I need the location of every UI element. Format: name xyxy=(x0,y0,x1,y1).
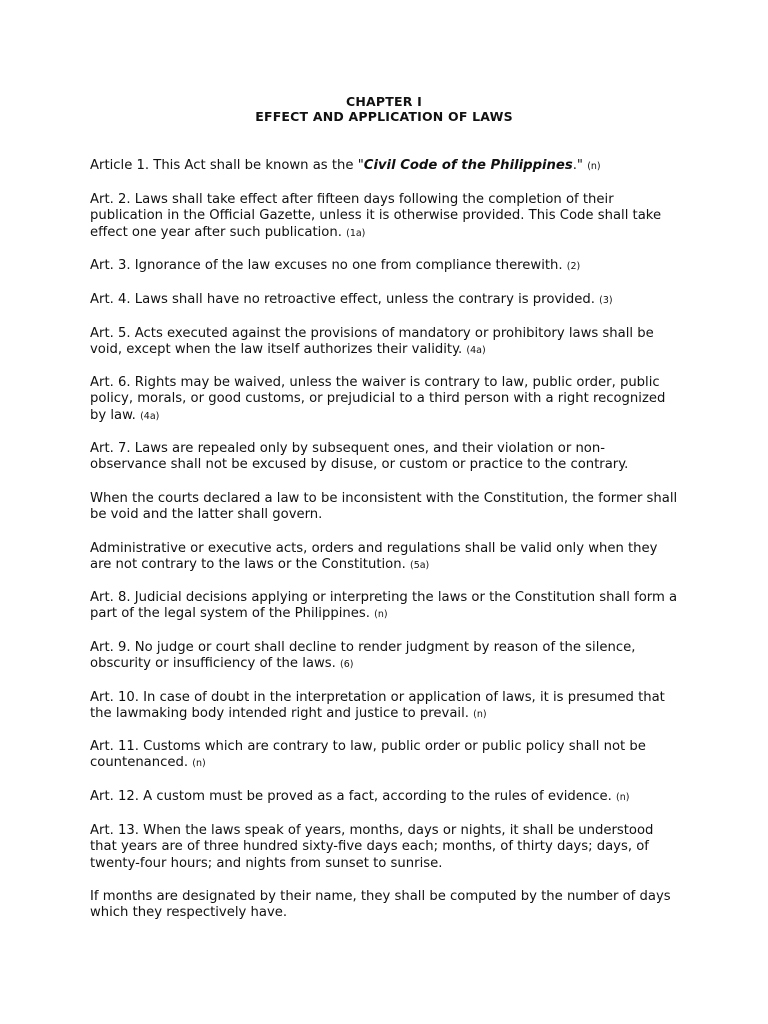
article-4 xyxy=(90,292,680,309)
article-4-text: Art. 4. Laws shall have no retroactive effect, unless the contrary is provided. xyxy=(90,292,595,307)
source-note: (4a) xyxy=(140,410,160,422)
article-13-paragraph-2 xyxy=(90,889,680,922)
article-8 xyxy=(90,590,680,624)
article-9-text: Art. 9. No judge or court shall decline to render judgment by reason of the silence, obscurity or insufficiency of the laws. xyxy=(90,640,636,672)
source-note: (3) xyxy=(599,295,613,306)
article-1-text-end: ." xyxy=(572,158,583,173)
article-10-text: Art. 10. In case of doubt in the interpretation or application of laws, it is presumed that the lawmaking body intended right and justice to prevail. xyxy=(90,690,665,722)
article-1 xyxy=(90,158,680,175)
article-3 xyxy=(90,258,680,275)
source-note: (5a) xyxy=(409,560,430,572)
source-note: (n) xyxy=(374,609,388,621)
article-5 xyxy=(90,326,680,360)
source-note: (n) xyxy=(587,161,601,172)
source-note: (2) xyxy=(566,261,581,272)
article-6 xyxy=(90,375,680,425)
chapter-number: CHAPTER I xyxy=(346,94,422,109)
chapter-title: EFFECT AND APPLICATION OF LAWS xyxy=(255,109,513,124)
article-1-text: Article 1. This Act shall be known as the " xyxy=(90,158,364,173)
article-7-paragraph-2-text: When the courts declared a law to be inconsistent with the Constitution, the former shall be void and the latter shall govern. xyxy=(90,491,678,523)
article-13-text: Art. 13. When the laws speak of years, months, days or nights, it shall be understood that years are of three hundred sixty-five days each; months, of thirty days; days, of twenty-four hours; and nights from sunset to sunrise. xyxy=(90,823,654,871)
source-note: (4a) xyxy=(466,345,486,357)
source-note: (1a) xyxy=(346,227,366,239)
source-note: (n) xyxy=(616,792,630,803)
article-9 xyxy=(90,640,680,674)
article-2 xyxy=(90,192,680,242)
article-8-text: Art. 8. Judicial decisions applying or interpreting the laws or the Constitution shall form a part of the legal system of the Philippines. xyxy=(90,590,678,622)
article-11 xyxy=(90,739,680,773)
source-note: (n) xyxy=(473,709,487,721)
article-7-paragraph-3-text: Administrative or executive acts, orders and regulations shall be valid only when they are not contrary to the laws or the Constitution. xyxy=(90,541,658,573)
article-7-paragraph-3 xyxy=(90,541,680,575)
source-note: (n) xyxy=(192,758,206,770)
article-6-text: Art. 6. Rights may be waived, unless the waiver is contrary to law, public order, public policy, morals, or good customs, or prejudicial to a third person with a right recognized by law. xyxy=(90,375,666,423)
article-11-text: Art. 11. Customs which are contrary to law, public order or public policy shall not be countenanced. xyxy=(90,739,646,771)
article-13-paragraph-2-text: If months are designated by their name, they shall be computed by the number of days which they respectively have. xyxy=(90,889,671,921)
article-12 xyxy=(90,789,680,806)
article-2-text: Art. 2. Laws shall take effect after fifteen days following the completion of their publication in the Official Gazette, unless it is otherwise provided. This Code shall take effect one year after such publication. xyxy=(90,192,662,240)
article-13 xyxy=(90,823,680,872)
article-7-paragraph-2 xyxy=(90,491,680,524)
article-5-text: Art. 5. Acts executed against the provisions of mandatory or prohibitory laws shall be void, except when the law itself authorizes their validity. xyxy=(90,326,654,358)
code-title: Civil Code of the Philippines xyxy=(363,158,573,173)
article-3-text: Art. 3. Ignorance of the law excuses no one from compliance therewith. xyxy=(90,258,563,273)
article-10 xyxy=(90,690,680,724)
article-7 xyxy=(90,441,680,474)
source-note: (6) xyxy=(340,659,354,671)
article-7-text: Art. 7. Laws are repealed only by subsequent ones, and their violation or non-observance shall not be excused by disuse, or custom or practice to the contrary. xyxy=(90,441,629,473)
article-12-text: Art. 12. A custom must be proved as a fact, according to the rules of evidence. xyxy=(90,789,612,804)
